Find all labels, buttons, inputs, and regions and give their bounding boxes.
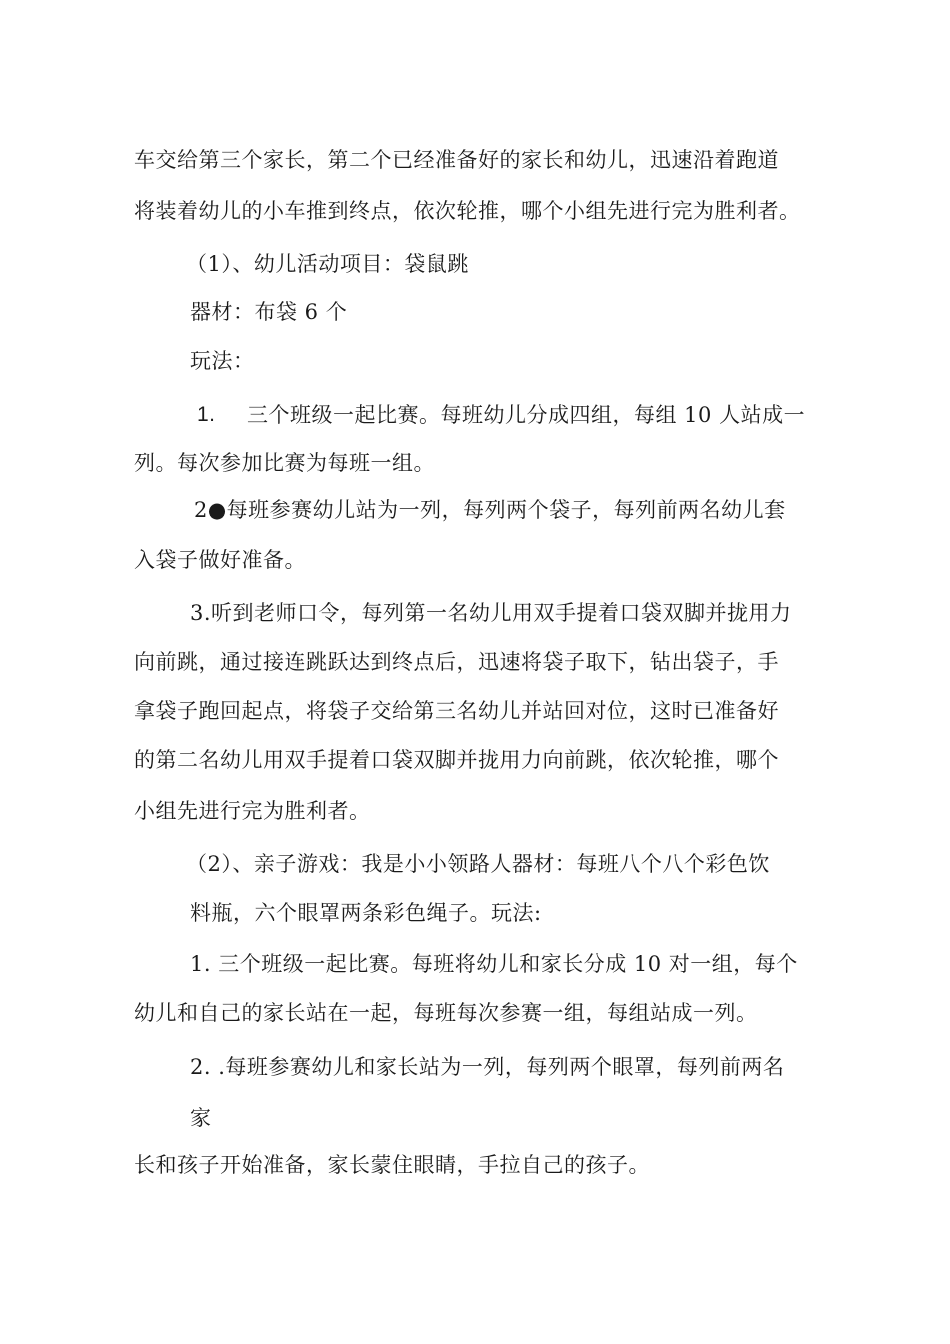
method-label: 玩法： bbox=[190, 349, 255, 373]
list-item-text: 三个班级一起比赛。每班幼儿分成四组，每组 10 人站成一 bbox=[247, 403, 806, 427]
paragraph-line: 幼儿和自己的家长站在一起，每班每次参赛一组，每组站成一列。 bbox=[134, 1001, 758, 1025]
list-number: 1. bbox=[197, 403, 216, 426]
paragraph-line: 的第二名幼儿用双手提着口袋双脚并拢用力向前跳，依次轮推，哪个 bbox=[134, 748, 779, 772]
section-heading-1: （1）、幼儿活动项目：袋鼠跳 bbox=[186, 252, 469, 276]
paragraph-line: 入袋子做好准备。 bbox=[134, 548, 306, 572]
paragraph-line: 将装着幼儿的小车推到终点，依次轮推，哪个小组先进行完为胜利者。 bbox=[134, 199, 801, 223]
section-heading-2: （2）、亲子游戏：我是小小领路人器材：每班八个八个彩色饮 bbox=[186, 852, 770, 876]
list-item-text: 1. 三个班级一起比赛。每班将幼儿和家长分成 10 对一组，每个 bbox=[190, 952, 798, 976]
paragraph-line: 长和孩子开始准备，家长蒙住眼睛，手拉自己的孩子。 bbox=[134, 1153, 650, 1177]
list-item-text: 2●每班参赛幼儿站为一列，每列两个袋子，每列前两名幼儿套 bbox=[194, 498, 786, 522]
list-item-text: 3.听到老师口令，每列第一名幼儿用双手提着口袋双脚并拢用力 bbox=[190, 601, 792, 625]
paragraph-line: 家 bbox=[190, 1106, 212, 1130]
list-item-text: 2. .每班参赛幼儿和家长站为一列，每列两个眼罩，每列前两名 bbox=[190, 1055, 785, 1079]
paragraph-line: 小组先进行完为胜利者。 bbox=[134, 799, 371, 823]
paragraph-line: 向前跳，通过接连跳跃达到终点后，迅速将袋子取下，钻出袋子，手 bbox=[134, 650, 779, 674]
equipment-line: 器材：布袋 6 个 bbox=[190, 300, 348, 324]
paragraph-line: 料瓶，六个眼罩两条彩色绳子。玩法: bbox=[190, 901, 542, 925]
paragraph-line: 车交给第三个家长，第二个已经准备好的家长和幼儿，迅速沿着跑道 bbox=[134, 148, 779, 172]
paragraph-line: 拿袋子跑回起点，将袋子交给第三名幼儿并站回对位，这时已准备好 bbox=[134, 699, 779, 723]
paragraph-line: 列。每次参加比赛为每班一组。 bbox=[134, 451, 435, 475]
